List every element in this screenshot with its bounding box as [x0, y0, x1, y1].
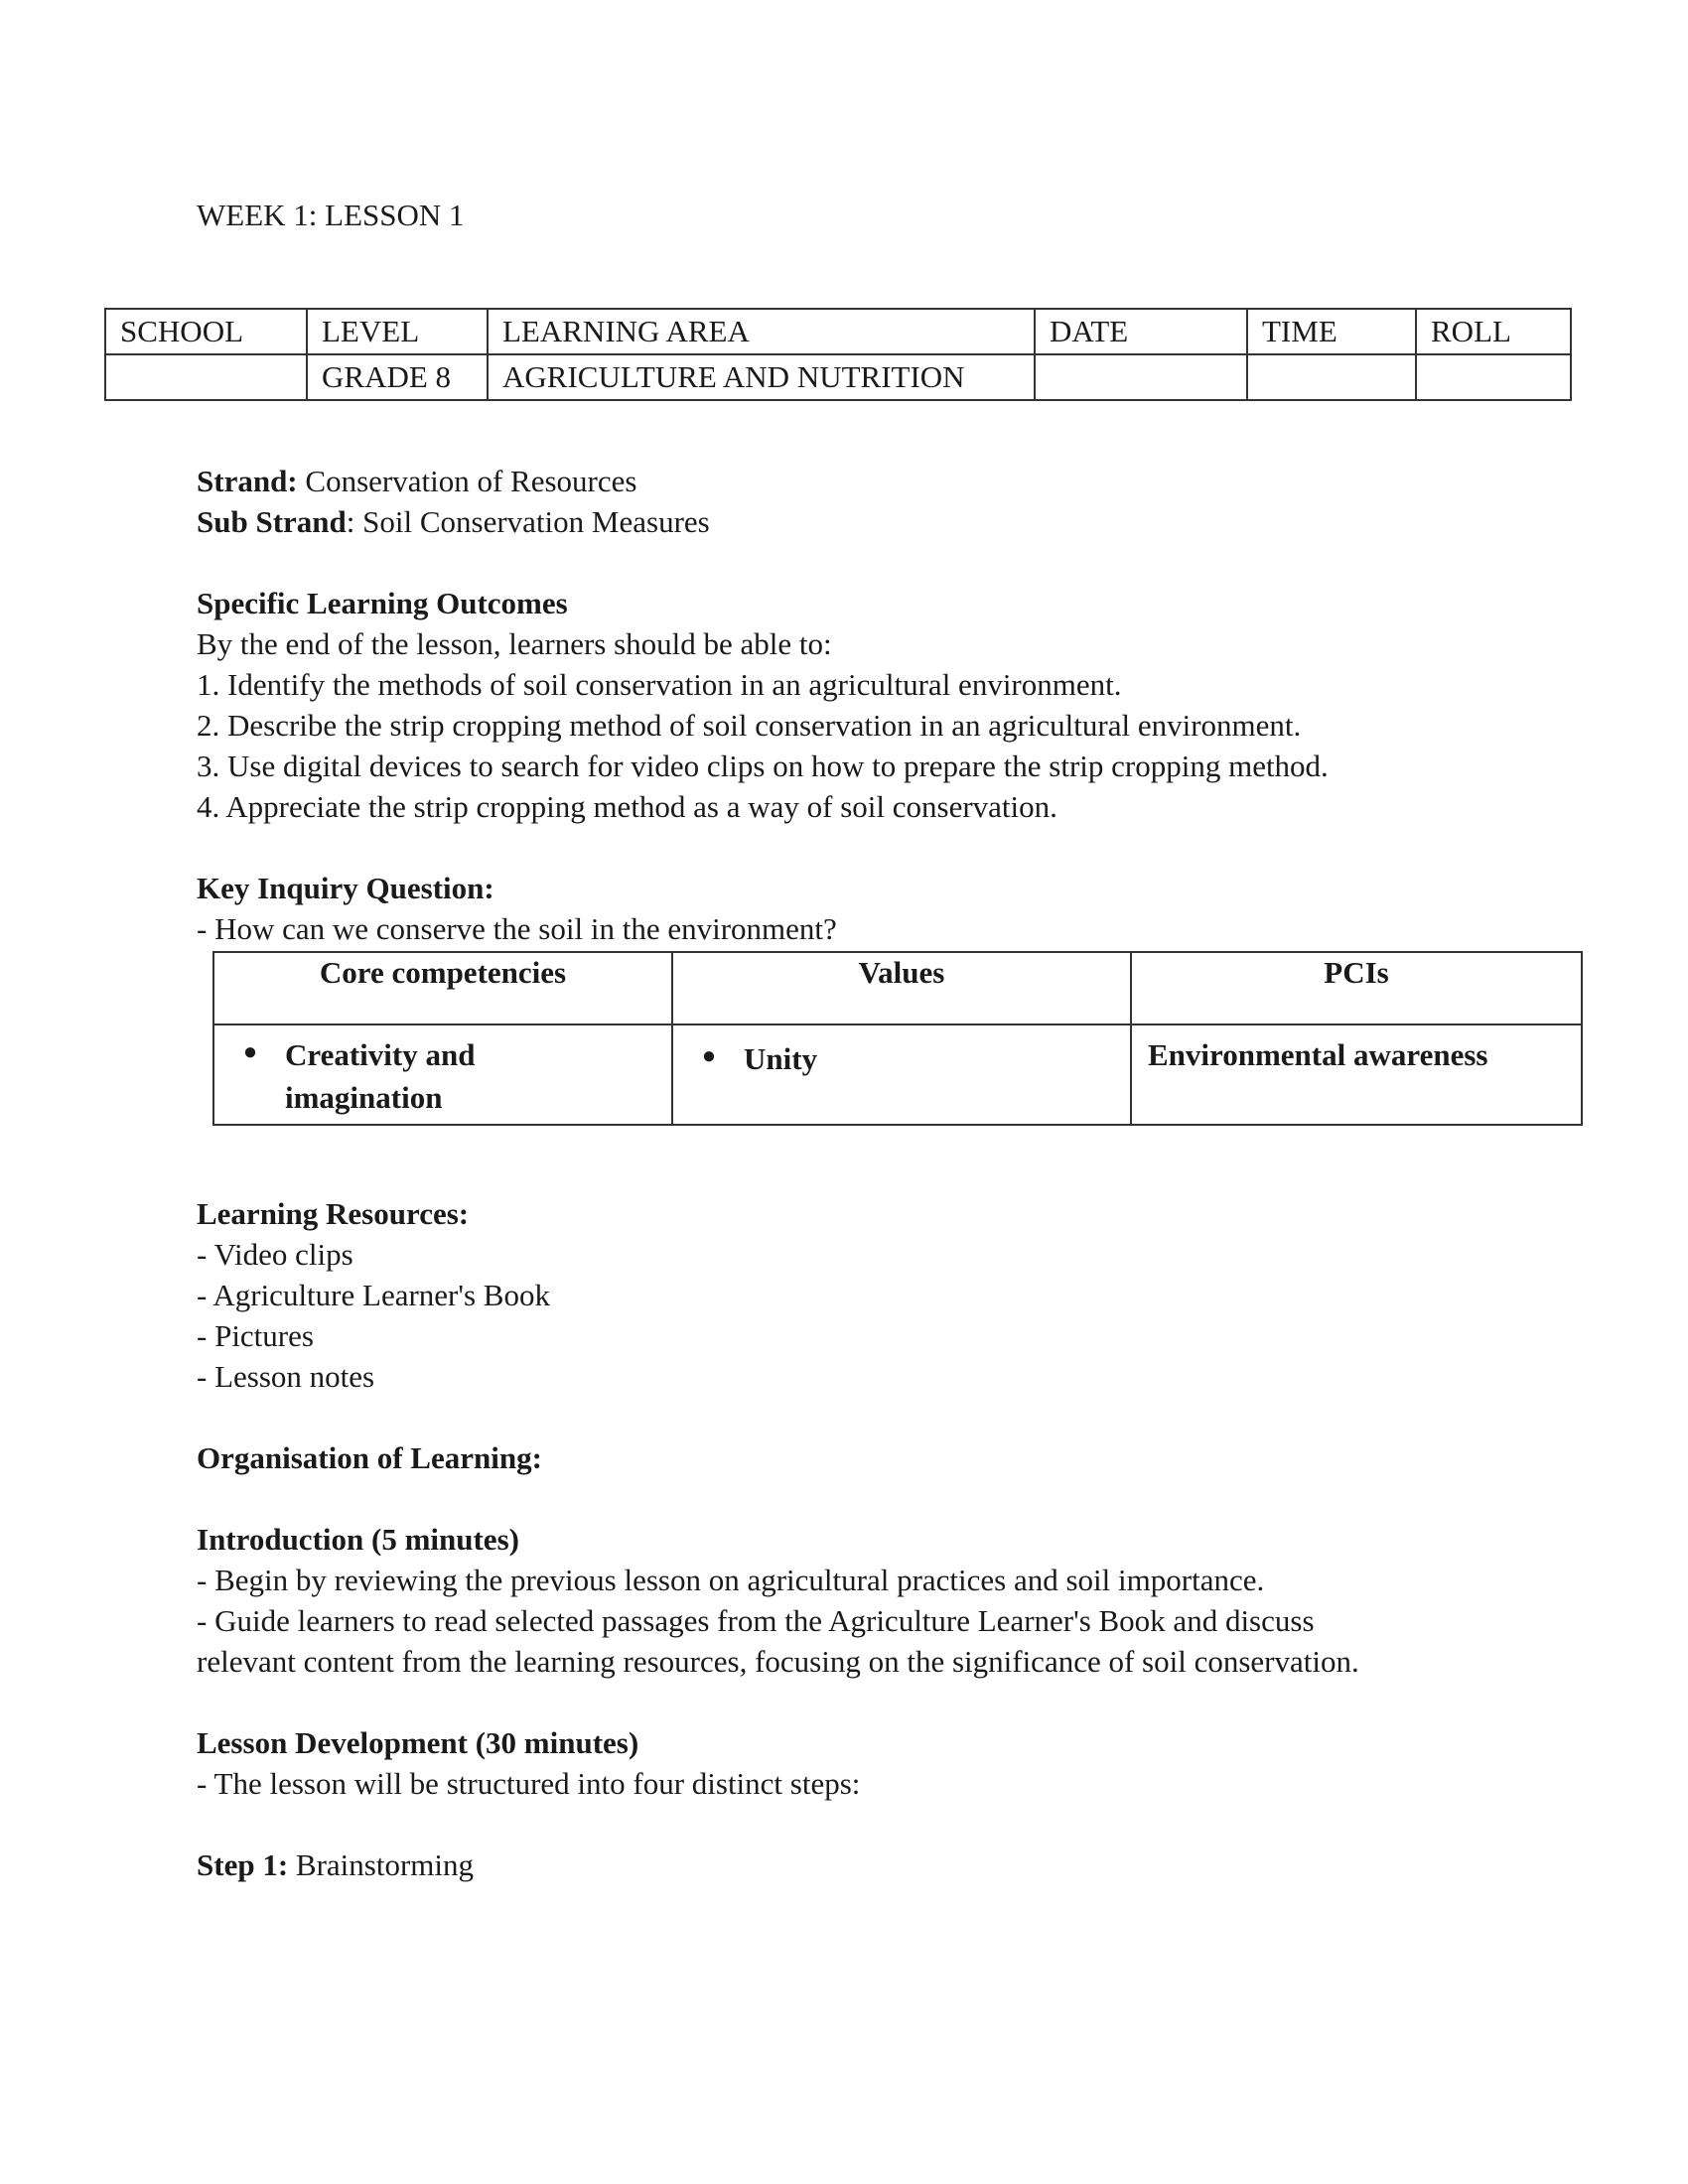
- introduction-heading: Introduction (5 minutes): [197, 1522, 519, 1557]
- resource-item: - Video clips: [197, 1237, 353, 1272]
- header-cell-time: TIME: [1247, 309, 1416, 354]
- value-cell-date: [1035, 354, 1247, 400]
- value-cell-learning-area: AGRICULTURE AND NUTRITION: [488, 354, 1035, 400]
- resource-item: - Agriculture Learner's Book: [197, 1278, 550, 1312]
- development-heading: Lesson Development (30 minutes): [197, 1725, 639, 1760]
- value-cell-school: [105, 354, 307, 400]
- sub-strand-value: : Soil Conservation Measures: [346, 504, 710, 539]
- introduction-line: relevant content from the learning resources, focusing on the significance of soil conservation.: [197, 1644, 1359, 1679]
- development-line: - The lesson will be structured into four distinct steps:: [197, 1766, 861, 1801]
- outcomes-intro: By the end of the lesson, learners should be able to:: [197, 626, 832, 661]
- strand-label: Strand:: [197, 464, 298, 498]
- inquiry-question: - How can we conserve the soil in the environment?: [197, 911, 837, 946]
- outcome-item: 4. Appreciate the strip cropping method as a way of soil conservation.: [197, 789, 1057, 824]
- core-competencies-header: Core competencies: [213, 952, 672, 1024]
- resources-heading: Learning Resources:: [197, 1196, 470, 1231]
- outcome-item: 2. Describe the strip cropping method of soil conservation in an agricultural environment.: [197, 708, 1302, 743]
- values-header: Values: [672, 952, 1131, 1024]
- competency-table: [212, 951, 1583, 1126]
- pcis-text: Environmental awareness: [1148, 1037, 1488, 1072]
- value-cell-time: [1247, 354, 1416, 400]
- outcomes-heading: Specific Learning Outcomes: [197, 586, 568, 620]
- value-text: Unity: [744, 1041, 818, 1076]
- value-cell-roll: [1416, 354, 1571, 400]
- competency-row: [213, 1024, 1582, 1125]
- pcis-header: PCIs: [1131, 952, 1582, 1024]
- organisation-heading: Organisation of Learning:: [197, 1440, 542, 1475]
- header-table: [104, 308, 1572, 401]
- introduction-line: - Guide learners to read selected passages from the Agriculture Learner's Book and discuss: [197, 1603, 1315, 1638]
- header-row: [105, 309, 1571, 354]
- step1-line: [197, 1846, 474, 1883]
- sub-strand-line: [197, 503, 710, 540]
- step1-label: Step 1:: [197, 1847, 289, 1882]
- header-cell-date: DATE: [1035, 309, 1247, 354]
- bullet-icon: ●: [701, 1043, 717, 1069]
- core-competency-line: imagination: [285, 1080, 443, 1116]
- week-title: WEEK 1: LESSON 1: [197, 198, 465, 232]
- header-cell-level: LEVEL: [307, 309, 488, 354]
- outcome-item: 3. Use digital devices to search for video clips on how to prepare the strip cropping method.: [197, 749, 1329, 783]
- sub-strand-label: Sub Strand: [197, 504, 347, 539]
- core-competencies-cell: [213, 1024, 672, 1125]
- resource-item: - Pictures: [197, 1318, 314, 1353]
- pcis-cell: [1131, 1024, 1582, 1125]
- header-cell-learning-area: LEARNING AREA: [488, 309, 1035, 354]
- strand-line: [197, 463, 636, 499]
- core-competency-line: Creativity and: [285, 1037, 476, 1072]
- value-row: [105, 354, 1571, 400]
- strand-value: Conservation of Resources: [297, 464, 637, 498]
- outcome-item: 1. Identify the methods of soil conservation in an agricultural environment.: [197, 667, 1122, 702]
- step1-value: Brainstorming: [288, 1847, 474, 1882]
- header-cell-school: SCHOOL: [105, 309, 307, 354]
- inquiry-heading: Key Inquiry Question:: [197, 871, 494, 905]
- resource-item: - Lesson notes: [197, 1359, 375, 1394]
- competency-header-row: [213, 952, 1582, 1024]
- bullet-icon: ●: [242, 1039, 258, 1065]
- values-cell: [672, 1024, 1131, 1125]
- value-cell-level: GRADE 8: [307, 354, 488, 400]
- header-cell-roll: ROLL: [1416, 309, 1571, 354]
- introduction-line: - Begin by reviewing the previous lesson on agricultural practices and soil importance.: [197, 1563, 1265, 1597]
